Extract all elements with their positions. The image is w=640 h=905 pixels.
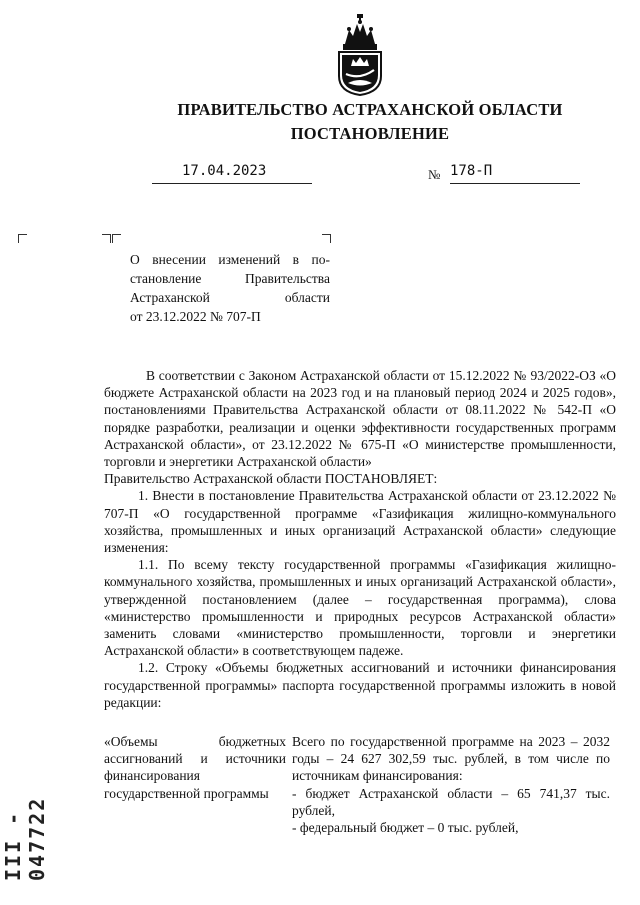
resolution-line: Правительство Астраханской области ПОСТАНОВЛЯЕТ:: [104, 471, 438, 487]
clause-1-2: 1.2. Строку «Объемы бюджетных ассигнований и источники финансирования государственной программы» паспорта государственной программы изложить в новой редакции:: [104, 660, 616, 710]
coat-of-arms-icon: [331, 14, 389, 96]
document-body: [104, 367, 616, 711]
row-value-federal: - федеральный бюджет – 0 тыс. рублей,: [292, 820, 519, 836]
document-date: 17.04.2023: [182, 163, 267, 179]
clause-1-1: 1.1. По всему тексту государственной программы «Газификация жилищно-коммунального хозяйства, промышленных и иных организаций Астраханской области», утвержденной постановлением (далее – государственная программа), слова «министерство промышленности и природных ресурсов Астраханской области» заменить словами «министерство промышленности, торговли и энергетики Астраханской области» в соответствующем падеже.: [104, 557, 616, 659]
serial-stamp: [1, 720, 49, 881]
document-type: ПОСТАНОВЛЕНИЕ: [290, 124, 450, 143]
corner-mark: [322, 234, 331, 243]
preamble-paragraph: В соответствии с Законом Астраханской области от 15.12.2022 № 93/2022-ОЗ «О бюджете Астраханской области на 2023 год и на плановый период 2024 и 2025 годов», постановлениями Правительства Астраханской области от 08.11.2022 № 542-П «О порядке разработки, реализации и оценки эффективности государственных программ Астраханской области», от 23.12.2022 № 675-П «О министерстве промышленности, торговли и энергетики Астраханской области»: [104, 368, 616, 470]
row-value-regional: - бюджет Астраханской области – 65 741,37 тыс. рублей,: [292, 785, 610, 818]
subject-line: от 23.12.2022 № 707-П: [130, 309, 261, 324]
corner-mark: [18, 234, 27, 243]
number-sign: №: [428, 167, 441, 182]
document-subject: [130, 250, 330, 326]
row-value-total: Всего по государственной программе на 2023 – 2032 годы – 24 627 302,59 тыс. рублей, в том числе по источникам финансирования:: [292, 734, 610, 784]
subject-line: О внесении изменений в по-: [130, 252, 330, 267]
number-field: [450, 163, 580, 184]
subject-line: Астраханской области: [130, 290, 330, 305]
government-title: ПРАВИТЕЛЬСТВО АСТРАХАНСКОЙ ОБЛАСТИ: [177, 100, 563, 119]
subject-line: становление Правительства: [130, 271, 330, 286]
corner-mark: [102, 234, 111, 243]
date-field: [152, 163, 312, 184]
document-number: 178-П: [450, 163, 493, 179]
clause-1: 1. Внести в постановление Правительства Астраханской области от 23.12.2022 № 707-П «О государственной программе «Газификация жилищно-коммунального хозяйства, промышленных и иных организаций Астраханской области» следующие изменения:: [104, 488, 616, 556]
serial-number: ІІІ - 047722: [1, 796, 49, 881]
corner-mark: [112, 234, 121, 243]
row-value: [292, 733, 610, 836]
row-label: «Объемы бюджетных ассигнований и источники финансирования государственной программы: [104, 734, 286, 801]
